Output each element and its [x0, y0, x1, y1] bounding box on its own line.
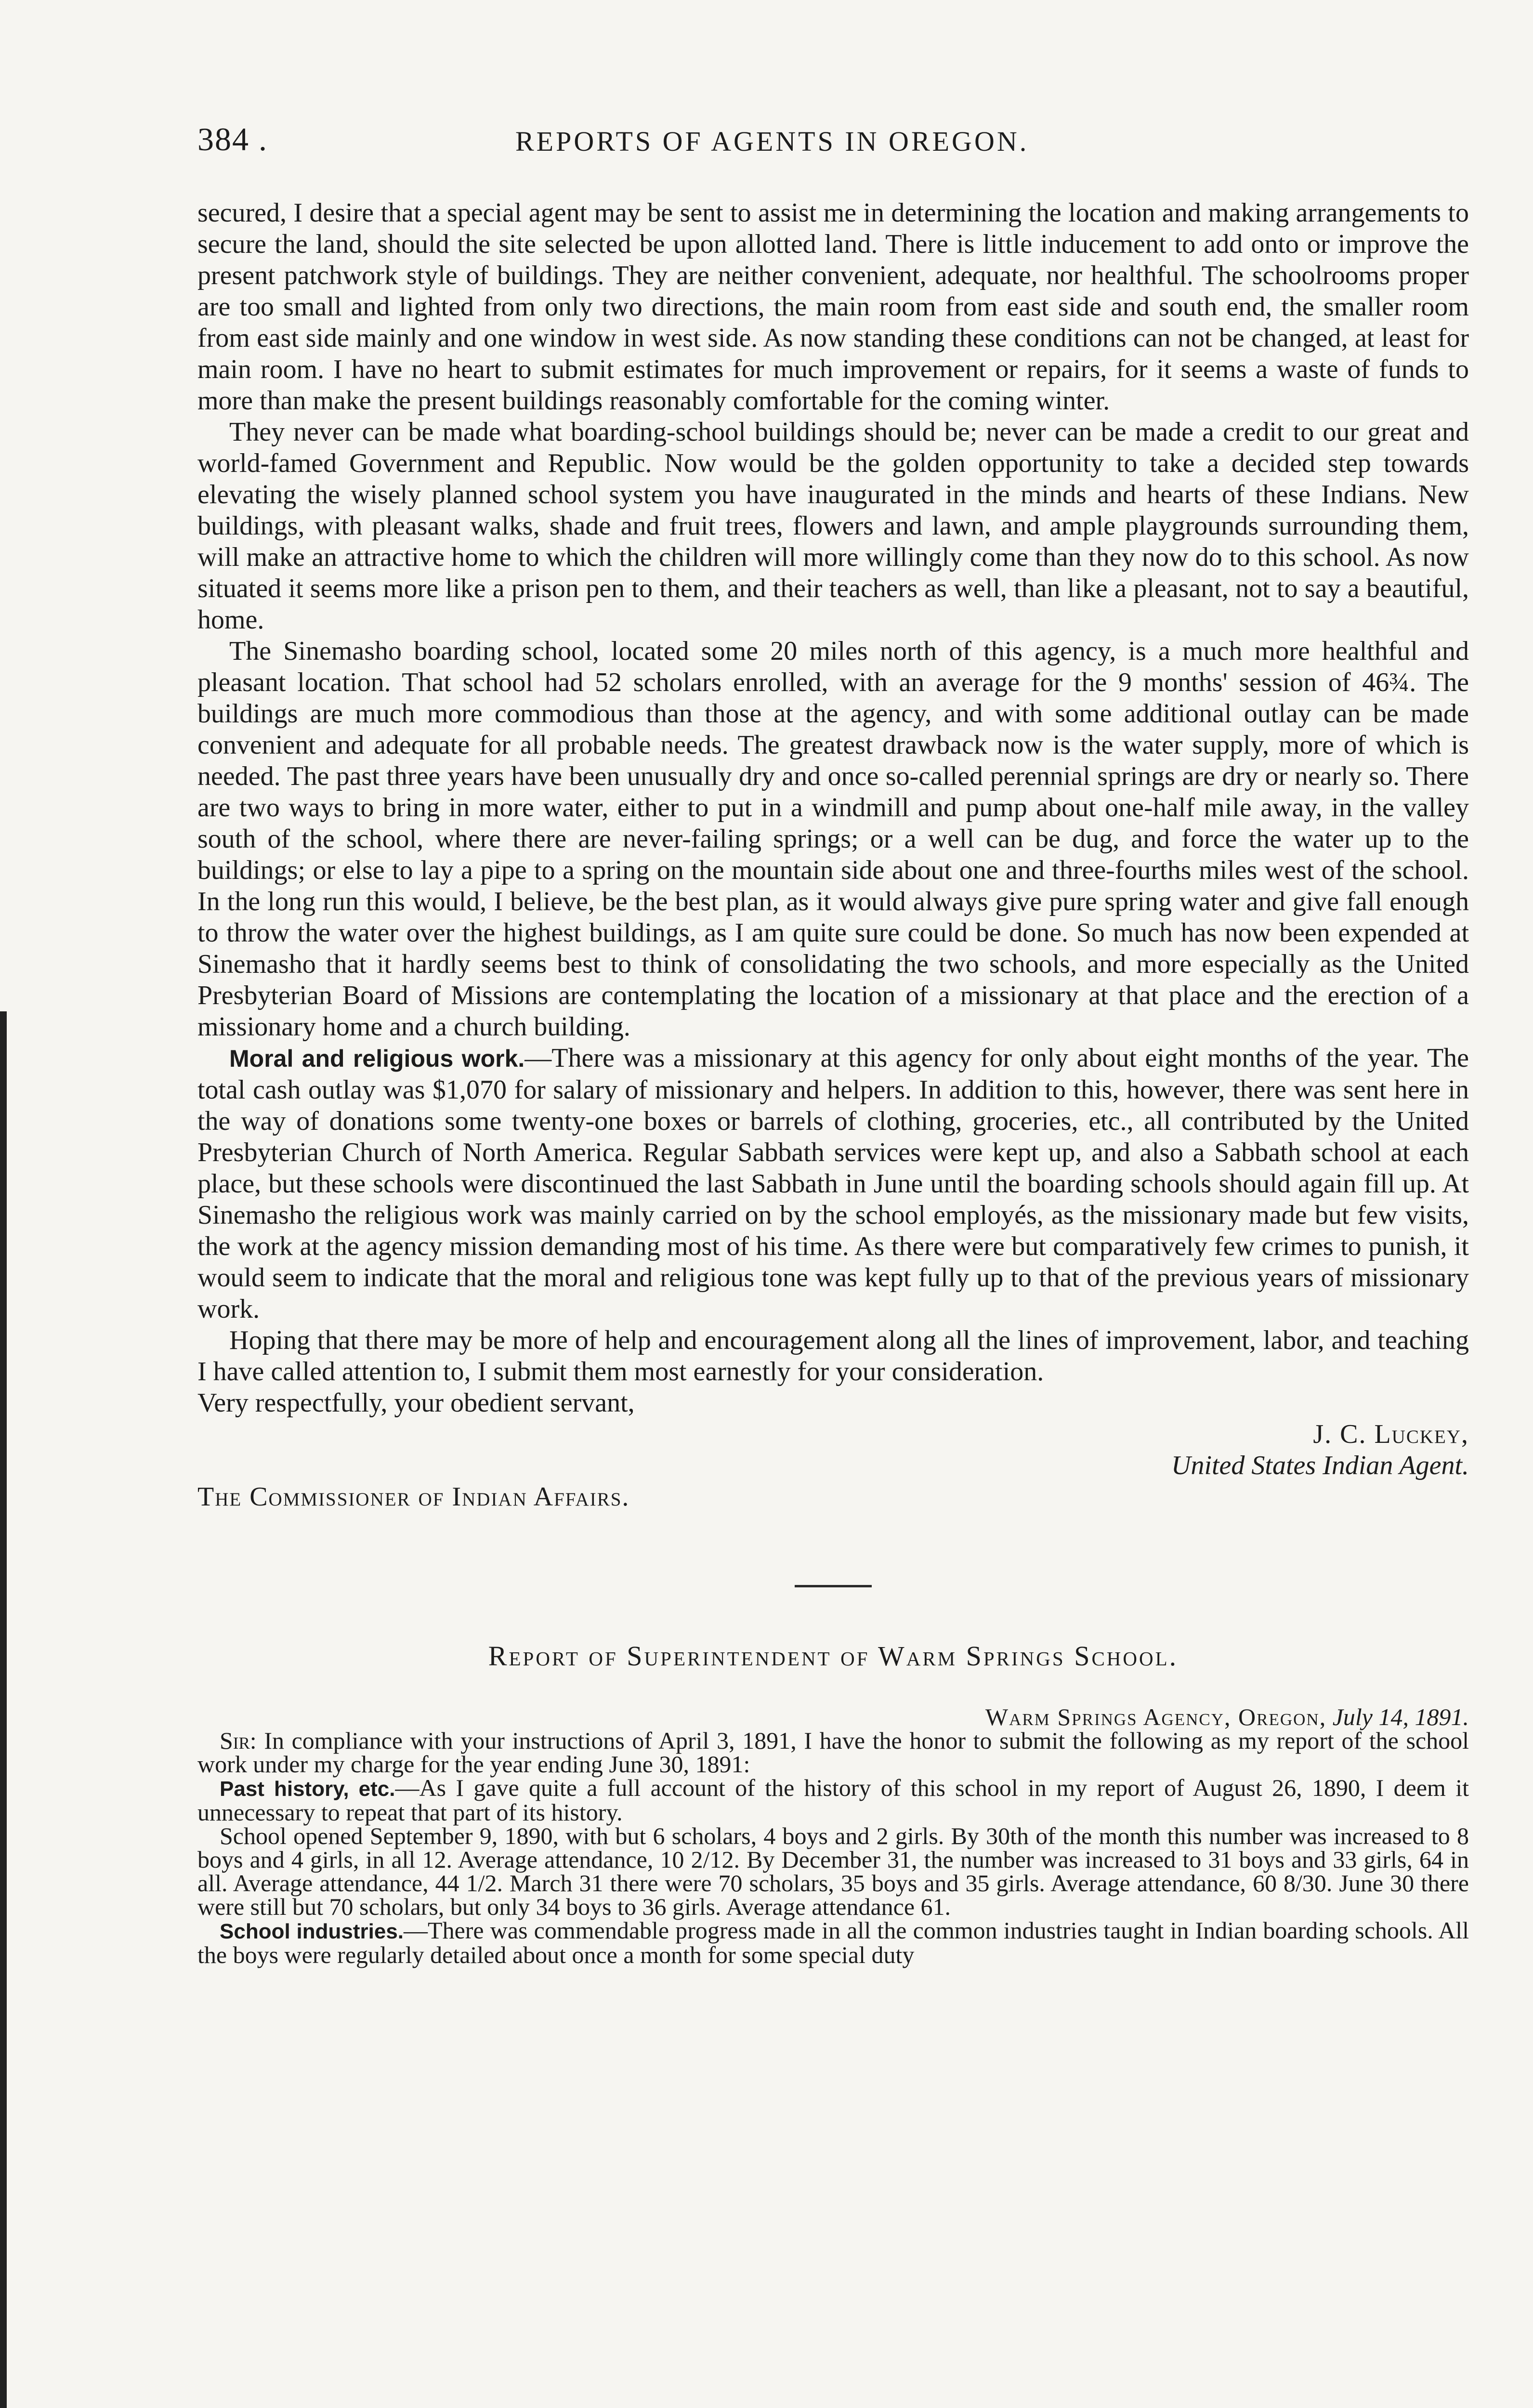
dateline: [197, 1705, 1469, 1729]
running-head: REPORTS OF AGENTS IN OREGON.: [515, 126, 1029, 157]
dateline-date: July 14, 1891.: [1332, 1703, 1469, 1730]
past-history-heading: Past history, etc.: [220, 1777, 395, 1801]
page-number: 384 .: [197, 121, 268, 157]
paragraph-intro: [197, 1729, 1469, 1776]
scan-edge-left: [0, 1011, 7, 2408]
paragraph-buildings: They never can be made what boarding-school buildings should be; never can be made a credit to our great and world-famed Government and Republic. Now would be the golden opportunity to take a decided step towards elevating the wisely planned school system you have inaugurated in the minds and hearts of these Indians. New buildings, with pleasant walks, shade and fruit trees, flowers and lawn, and ample playgrounds surrounding them, will make an attractive home to which the children will more willingly come than they now do to this school. As now situated it seems more like a prison pen to them, and their teachers as well, than like a pleasant, not to say a beautiful, home.: [197, 417, 1469, 635]
paragraph-hoping: Hoping that there may be more of help and encouragement along all the lines of improvement, labor, and teaching I have called attention to, I submit them most earnestly for your consideration.: [197, 1325, 1469, 1387]
past-history-text: —As I gave quite a full account of the history of this school in my report of August 26, 1890, I deem it unnecessary to repeat that part of its history.: [197, 1774, 1469, 1826]
closing-line: Very respectfully, your obedient servant,: [197, 1388, 635, 1418]
industries-heading: School industries.: [220, 1920, 404, 1943]
paragraph-continued: secured, I desire that a special agent may be sent to assist me in determining the location and making arrangements to secure the land, should the site selected be upon allotted land. There is little inducement to add onto or improve the present patchwork style of buildings. They are neither convenient, adequate, nor healthful. The schoolrooms proper are too small and lighted from only two directions, the main room from east side and south end, the smaller room from east side mainly and one window in west side. As now standing these conditions can not be changed, at least for main room. I have no heart to submit estimates for much improvement or repairs, for it seems a waste of funds to more than make the present buildings reasonably comfortable for the coming winter.: [197, 198, 1469, 416]
section-divider: [795, 1585, 872, 1587]
paragraph-school-opened: School opened September 9, 1890, with but 6 scholars, 4 boys and 2 girls. By 30th of the month this number was increased to 8 boys and 4 girls, in all 12. Average attendance, 10 2/12. By December 31, the number was increased to 31 boys and 33 girls, 64 in all. Average attendance, 44 1/2. March 31 there were 70 scholars, 35 boys and 35 girls. Average attendance, 60 8/30. June 30 there were still but 70 scholars, but only 34 boys to 36 girls. Average attendance 61.: [197, 1822, 1469, 1920]
signature-title: United States Indian Agent.: [1171, 1451, 1469, 1480]
dateline-location: Warm Springs Agency, Oregon,: [985, 1703, 1327, 1730]
addressee: The Commissioner of Indian Affairs.: [197, 1482, 630, 1512]
salutation: Sir:: [220, 1727, 257, 1754]
paragraph-past-history: [197, 1776, 1469, 1824]
page-body: [197, 197, 1469, 1967]
page-header: [197, 120, 1469, 164]
moral-text: —There was a missionary at this agency for only about eight months of the year. The total cash outlay was $1,070 for salary of missionary and helpers. In addition to this, however, there was sent here in the way of donations some twenty-one boxes or barrels of clothing, groceries, etc., all contributed by the United Presbyterian Church of North America. Regular Sabbath services were kept up, and also a Sabbath school at each place, but these schools were discontinued the last Sabbath in June until the boarding schools should again fill up. At Sinemasho the religious work was mainly carried on by the school employés, as the missionary made but few visits, the work at the agency mission demanding most of his time. As there were but comparatively few crimes to punish, it would seem to indicate that the moral and religious tone was kept fully up to that of the previous years of missionary work.: [197, 1043, 1469, 1324]
school-report: [197, 1705, 1469, 1967]
paragraph-moral: [197, 1043, 1469, 1325]
intro-text: In compliance with your instructions of April 3, 1891, I have the honor to submit the following as my report of the school work under my charge for the year ending June 30, 1891:: [197, 1727, 1469, 1778]
paragraph-sinemasho: The Sinemasho boarding school, located some 20 miles north of this agency, is a much more healthful and pleasant location. That school had 52 scholars enrolled, with an average for the 9 months' session of 46¾. The buildings are much more commodious than those at the agency, and with some additional outlay can be made convenient and adequate for all probable needs. The greatest drawback now is the water supply, more of which is needed. The past three years have been unusually dry and once so-called perennial springs are dry or nearly so. There are two ways to bring in more water, either to put in a windmill and pump about one-half mile away, in the valley south of the school, where there are never-failing springs; or a well can be dug, and force the water up to the buildings; or else to lay a pipe to a spring on the mountain side about one and three-fourths miles west of the school. In the long run this would, I believe, be the best plan, as it would always give pure spring water and give fall enough to throw the water over the highest buildings, as I am quite sure could be done. So much has now been expended at Sinemasho that it hardly seems best to think of consolidating the two schools, and more especially as the United Presbyterian Board of Missions are contemplating the location of a missionary at that place and the erection of a missionary home and a church building.: [197, 636, 1469, 1042]
signature-name: J. C. Luckey,: [1313, 1419, 1469, 1449]
industries-text: —There was commendable progress made in all the common industries taught in Indian boarding schools. All the boys were regularly detailed about once a month for some special duty: [197, 1917, 1469, 1968]
section-title: Report of Superintendent of Warm Springs School.: [488, 1640, 1179, 1672]
moral-heading: Moral and religious work.: [229, 1045, 525, 1072]
paragraph-industries: [197, 1919, 1469, 1967]
